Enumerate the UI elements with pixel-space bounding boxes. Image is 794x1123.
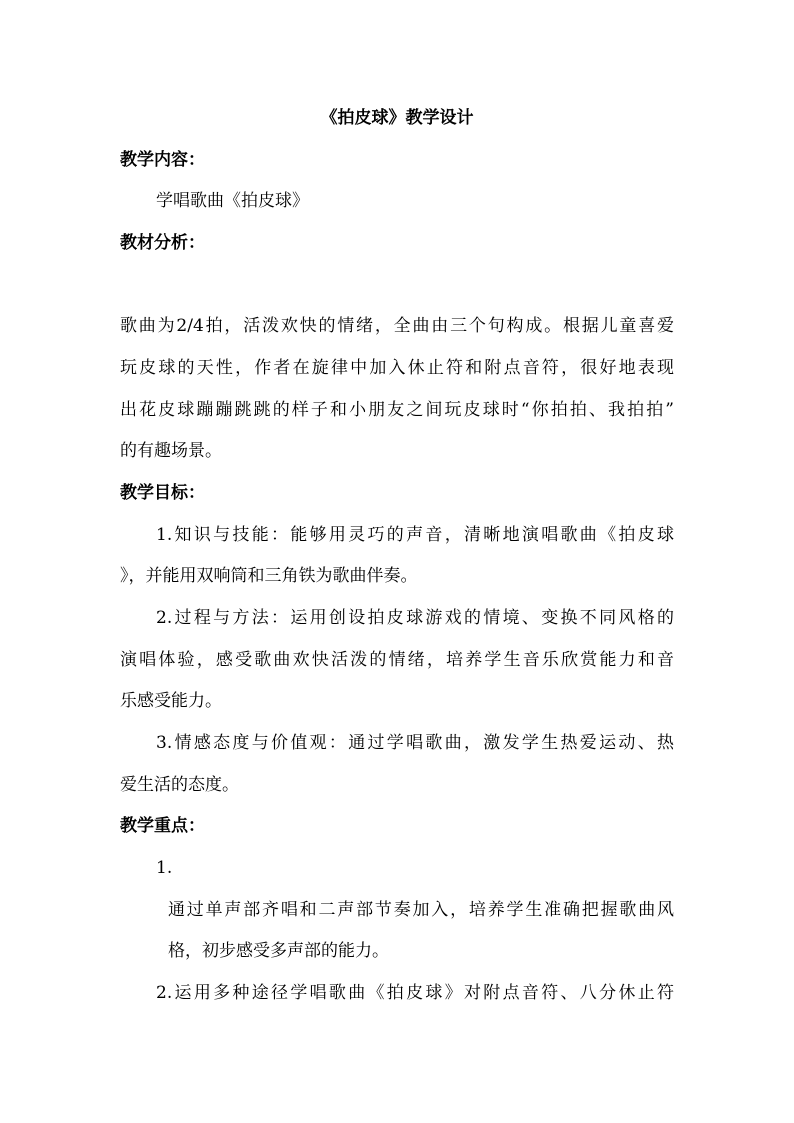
goal-3-line-1: 3.情感态度与价值观：通过学唱歌曲，激发学生热爱运动、热	[156, 733, 674, 753]
goal-1-line-2: 》，并能用双响筒和三角铁为歌曲伴奏。	[120, 566, 418, 586]
heading-teaching-focus: 教学重点：	[120, 816, 205, 836]
goal-1-line-1: 1.知识与技能：能够用灵巧的声音，清晰地演唱歌曲《拍皮球	[156, 525, 674, 545]
heading-teaching-goals: 教学目标：	[120, 483, 205, 503]
heading-material-analysis: 教材分析：	[120, 233, 205, 253]
goal-2-line-3: 乐感受能力。	[120, 691, 222, 711]
analysis-line-4: 的有趣场景。	[120, 441, 222, 461]
focus-item-1-number: 1.	[156, 858, 173, 878]
goal-3-line-2: 爱生活的态度。	[120, 775, 239, 795]
goal-2-line-2: 演唱体验，感受歌曲欢快活泼的情绪，培养学生音乐欣赏能力和音	[120, 650, 674, 670]
focus-item-1-line-1: 通过单声部齐唱和二声部节奏加入，培养学生准确把握歌曲风	[168, 900, 674, 920]
heading-teaching-content: 教学内容：	[120, 150, 205, 170]
analysis-line-1: 歌曲为2/4拍，活泼欢快的情绪，全曲由三个句构成。根据儿童喜爱	[120, 316, 674, 336]
focus-item-2-line-1: 2.运用多种途径学唱歌曲《拍皮球》对附点音符、八分休止符	[156, 983, 674, 1003]
analysis-line-3: 出花皮球蹦蹦跳跳的样子和小朋友之间玩皮球时“你拍拍、我拍拍”	[120, 400, 674, 420]
analysis-line-2: 玩皮球的天性，作者在旋律中加入休止符和附点音符，很好地表现	[120, 358, 674, 378]
goal-2-line-1: 2.过程与方法：运用创设拍皮球游戏的情境、变换不同风格的	[156, 608, 674, 628]
teaching-content-text: 学唱歌曲《拍皮球》	[156, 191, 309, 211]
document-title: 《拍皮球》教学设计	[320, 108, 474, 128]
focus-item-1-line-2: 格，初步感受多声部的能力。	[168, 941, 389, 961]
